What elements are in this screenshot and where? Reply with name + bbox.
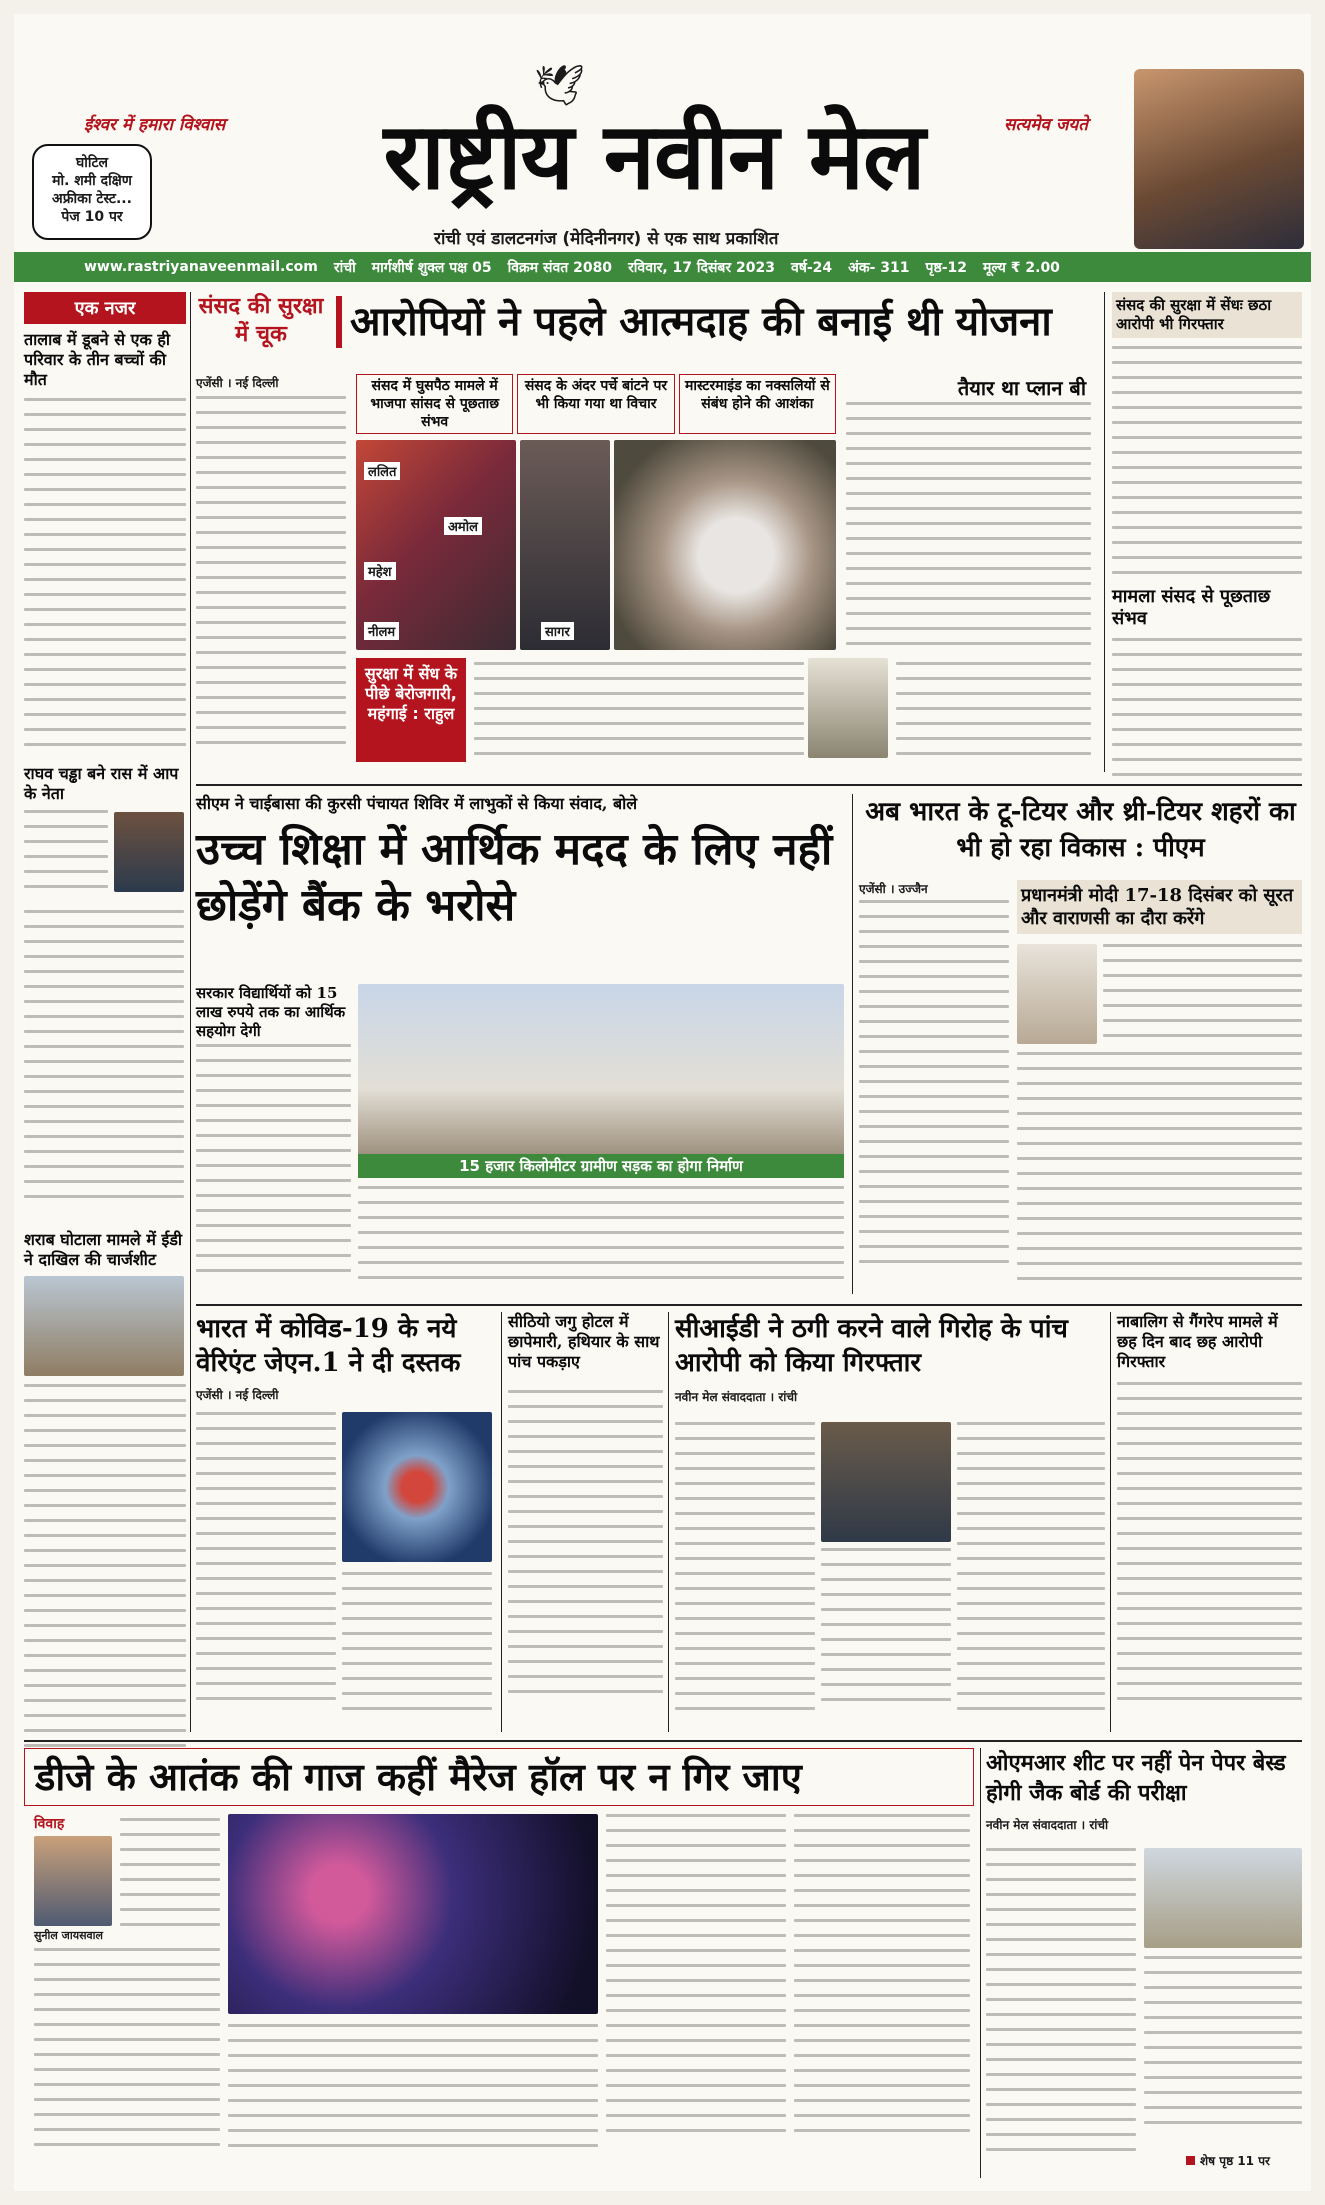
dove-icon: 🕊: [534, 63, 585, 109]
pm-headline[interactable]: अब भारत के टू-टियर और थ्री-टियर शहरों का भी हो रहा विकास : पीएम: [865, 797, 1296, 863]
rahul-body: [474, 662, 804, 762]
raghav-chadha-photo: [114, 812, 184, 892]
side-teaser-line: अफ्रीका टेस्ट...: [52, 191, 132, 207]
right-tagline: सत्यमेव जयते: [1004, 115, 1088, 135]
cid-story: [675, 1312, 1105, 1732]
left-column: [24, 292, 186, 1732]
pages-label: पृष्ठ-12: [925, 259, 967, 276]
left-story2-block: [24, 810, 186, 1230]
dj-body: [228, 2024, 598, 2168]
column-rule: [1110, 1312, 1111, 1732]
dj-body: [606, 1814, 786, 2168]
cm-story: [196, 794, 846, 1294]
hindu-month: मार्गशीर्ष शुक्ल पक्ष 05: [371, 259, 492, 276]
cm-kicker: सीएम ने चाईबासा की कुरसी पंचायत शिविर में लाभुकों से किया संवाद, बोले: [196, 794, 638, 813]
continued-note[interactable]: [1186, 2152, 1270, 2169]
lead-kicker: संसद की सुरक्षा में चूक: [198, 293, 324, 347]
cm-body: [196, 1044, 351, 1284]
dj-body: [794, 1814, 970, 2168]
cid-dateline: नवीन मेल संवाददाता । रांची: [675, 1390, 798, 1404]
pm-visit-headline[interactable]: प्रधानमंत्री मोदी 17-18 दिसंबर को सूरत और वाराणसी का दौरा करेंगे: [1017, 880, 1302, 934]
covid-body: [342, 1572, 492, 1722]
dj-kicker: विवाह: [34, 1816, 65, 1832]
modi-photo: [1017, 944, 1097, 1044]
column-rule: [1104, 292, 1105, 772]
left-story2-headline[interactable]: राघव चड्ढा बने रास में आप के नेता: [24, 764, 179, 803]
continued-note-text: शेष पृष्ठ 11 पर: [1200, 2154, 1270, 2168]
covid-story: [196, 1312, 496, 1732]
rahul-gandhi-photo: [808, 658, 888, 758]
side-teaser-line: पेज 10 पर: [61, 209, 123, 225]
right-story1-body: [1112, 346, 1302, 586]
cm-event-photo: [358, 984, 844, 1174]
column-rule: [501, 1312, 502, 1732]
pm-visit-body: [1103, 944, 1302, 1044]
column-rule: [190, 292, 191, 1732]
person-name: सुनील जायसवाल: [34, 1929, 103, 1942]
accused-name: ललित: [364, 462, 400, 480]
column-rule: [852, 794, 853, 1294]
lead-headline[interactable]: आरोपियों ने पहले आत्मदाह की बनाई थी योजना: [336, 296, 1110, 348]
omr-story: [986, 1748, 1302, 2178]
cid-body: [821, 1548, 951, 1722]
left-story1-headline[interactable]: तालाब में डूबने से एक ही परिवार के तीन बच्चों की मौत: [24, 330, 170, 389]
right-story1-headline[interactable]: संसद की सुरक्षा में सेंधः छठा आरोपी भी गिरफ्तार: [1112, 292, 1302, 338]
cricketer-photo: [1134, 69, 1304, 249]
photo-caption: 15 हजार किलोमीटर ग्रामीण सड़क का होगा निर्माण: [358, 1154, 844, 1178]
lead-sub-box[interactable]: मास्टरमाइंड का नक्सलियों से संबंध होने की आशंका: [679, 374, 836, 434]
rahul-quote-label[interactable]: सुरक्षा में सेंध के पीछे बेरोजगारी, महंगाई : राहुल: [356, 658, 466, 762]
lead-dateline: एजेंसी । नई दिल्ली: [196, 376, 279, 390]
right-story2-body: [1112, 638, 1302, 788]
hotel-headline[interactable]: सीठियो जगु होटल में छापेमारी, हथियार के साथ पांच पकड़ाए: [508, 1312, 660, 1371]
masthead: [14, 14, 1311, 254]
side-teaser-box[interactable]: [32, 144, 152, 240]
parliament-smoke-photo: [614, 440, 836, 650]
section-rule: [24, 1740, 1302, 1742]
lead-sub-box[interactable]: संसद के अंदर पर्चे बांटने पर भी किया गया था विचार: [517, 374, 674, 434]
cm-subheadline[interactable]: सरकार विद्यार्थियों को 15 लाख रुपये तक का आर्थिक सहयोग देगी: [196, 984, 346, 1040]
rahul-body: [896, 662, 1091, 762]
city-label: रांची: [333, 259, 356, 276]
omr-dateline: नवीन मेल संवाददाता । रांची: [986, 1818, 1109, 1832]
dj-story: [24, 1748, 974, 2178]
covid-headline[interactable]: भारत में कोविड-19 के नये वेरिएंट जेएन.1 ने दी दस्तक: [196, 1314, 461, 1378]
ek-nazar-label: एक नजर: [24, 292, 186, 324]
issue-label: अंक- 311: [848, 259, 910, 276]
omr-body: [986, 1848, 1136, 2168]
section-rule: [196, 1304, 1302, 1306]
right-story2-headline[interactable]: मामला संसद से पूछताछ संभव: [1112, 586, 1271, 629]
cid-body: [675, 1422, 815, 1722]
publication-subline: रांची एवं डालटनगंज (मेदिनीनगर) से एक साथ प्रकाशित: [434, 229, 779, 249]
dj-body: [120, 1818, 220, 1938]
samvat: विक्रम संवत 2080: [507, 259, 613, 276]
covid-dateline: एजेंसी । नई दिल्ली: [196, 1388, 279, 1402]
newspaper-title: राष्ट्रीय नवीन मेल: [383, 102, 925, 210]
accused-name: सागर: [541, 622, 574, 640]
jac-building-photo: [1144, 1848, 1302, 1948]
date-label: रविवार, 17 दिसंबर 2023: [628, 259, 775, 276]
side-teaser-line: मो. शमी दक्षिण: [52, 173, 132, 189]
website-link[interactable]: www.rastriyanaveenmail.com: [84, 259, 318, 275]
omr-body: [1144, 1956, 1302, 2146]
cid-headline[interactable]: सीआईडी ने ठगी करने वाले गिरोह के पांच आरोपी को किया गिरफ्तार: [675, 1314, 1068, 1378]
pm-visit-body: [1017, 1052, 1302, 1288]
virus-photo: [342, 1412, 492, 1562]
covid-body: [196, 1412, 336, 1722]
price-label: मूल्य ₹ 2.00: [983, 259, 1060, 276]
hotel-story: [508, 1312, 663, 1732]
plan-b-headline[interactable]: तैयार था प्लान बी: [957, 376, 1086, 400]
date-info-bar: [14, 252, 1311, 282]
left-story2-body: [24, 810, 108, 905]
cm-headline[interactable]: उच्च शिक्षा में आर्थिक मदद के लिए नहीं छोड़ेंगे बैंक के भरोसे: [196, 824, 833, 931]
lead-body: [196, 396, 346, 762]
gangrape-headline[interactable]: नाबालिग से गैंगरेप मामले में छह दिन बाद छह आरोपी गिरफ्तार: [1117, 1312, 1278, 1371]
left-story2-body: [24, 910, 184, 1220]
year-label: वर्ष-24: [790, 259, 833, 276]
left-story3-headline[interactable]: शराब घोटाला मामले में ईडी ने दाखिल की चार्जशीट: [24, 1230, 183, 1269]
cid-body: [957, 1422, 1105, 1722]
side-teaser-line: घोटिल: [75, 155, 109, 171]
cm-body: [358, 1186, 844, 1286]
bullet-icon: [1186, 2156, 1195, 2165]
person-photo: [34, 1836, 112, 1926]
omr-headline[interactable]: ओएमआर शीट पर नहीं पेन पेपर बेस्ड होगी जैक बोर्ड की परीक्षा: [986, 1750, 1286, 1806]
dj-body: [34, 1948, 220, 2168]
accused-photo: [520, 440, 610, 650]
left-story1-body: [24, 398, 186, 758]
gangrape-body: [1117, 1382, 1302, 1722]
newspaper-page: [14, 14, 1311, 2191]
lead-sub-box[interactable]: संसद में घुसपैठ मामले में भाजपा सांसद से पूछताछ संभव: [356, 374, 513, 434]
pm-body: [859, 900, 1009, 1288]
accused-name: अमोल: [444, 517, 482, 535]
hotel-body: [508, 1390, 663, 1720]
dj-headline[interactable]: डीजे के आतंक की गाज कहीं मैरेज हॉल पर न गिर जाए: [24, 1748, 974, 1806]
lead-story: [196, 292, 1096, 772]
left-tagline: ईश्वर में हमारा विश्वास: [84, 115, 226, 135]
gangrape-story: [1117, 1312, 1302, 1732]
column-rule: [980, 1748, 981, 2178]
right-top-column: [1112, 292, 1302, 772]
accused-name: महेश: [364, 562, 396, 580]
section-rule: [196, 784, 1302, 786]
ed-office-photo: [24, 1276, 184, 1376]
accused-name: नीलम: [364, 622, 399, 640]
plan-b-body: [846, 402, 1091, 652]
pm-story: [859, 794, 1302, 1294]
officer-photo: [821, 1422, 951, 1542]
column-rule: [668, 1312, 669, 1732]
lead-sub-boxes: [356, 374, 836, 434]
dj-stage-photo: [228, 1814, 598, 2014]
left-story3-body: [24, 1384, 186, 1794]
pm-dateline: एजेंसी । उज्जैन: [859, 882, 928, 896]
